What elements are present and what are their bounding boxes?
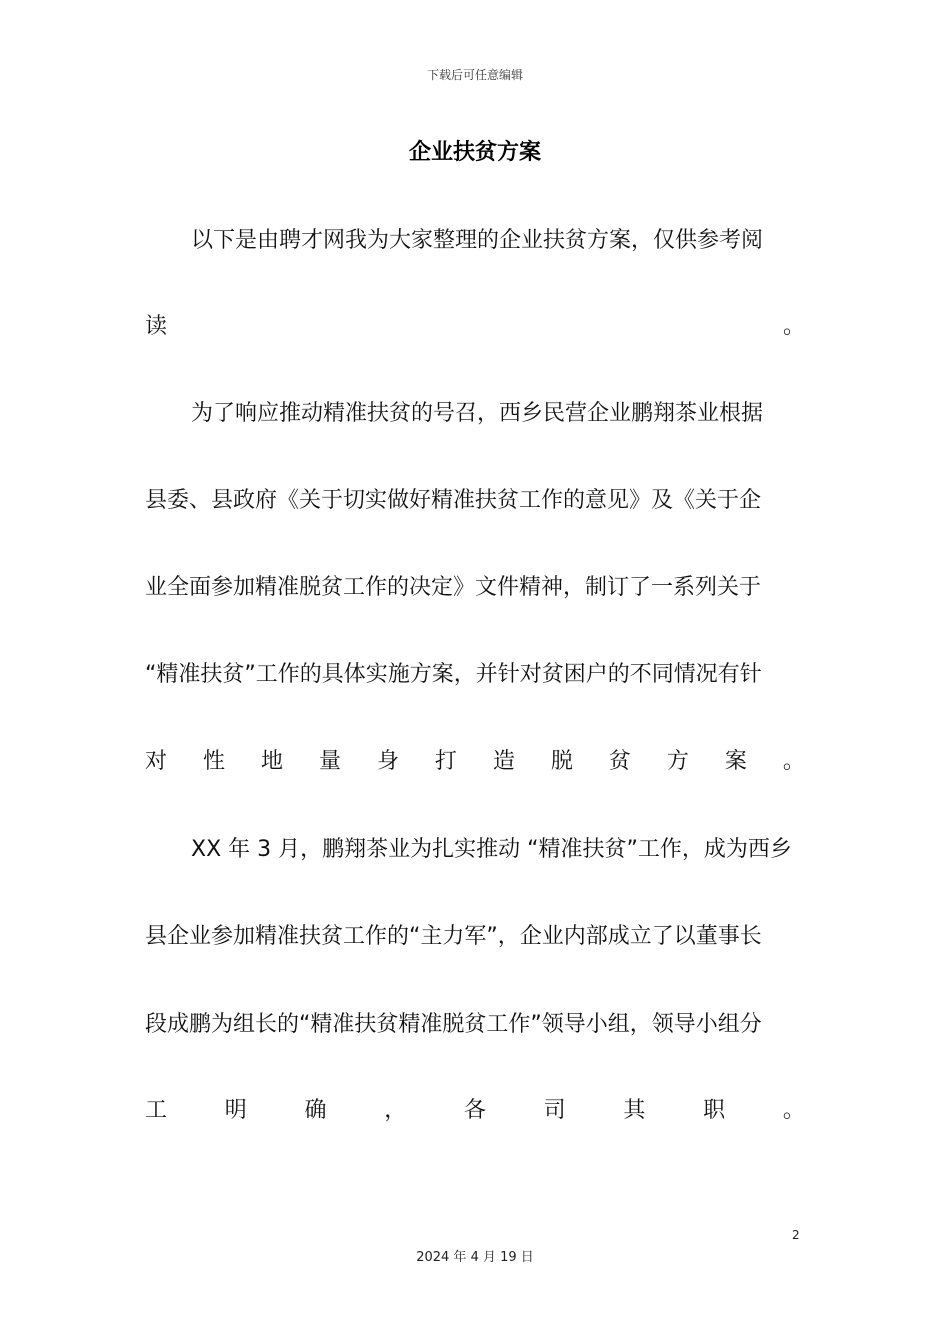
char: 。	[782, 1098, 805, 1123]
char: 性	[202, 749, 225, 774]
char: 各	[463, 1098, 486, 1123]
paragraph-3-line-2: 县企业参加精准扶贫工作的“主力军”，企业内部成立了以董事长	[145, 924, 762, 949]
paragraph-2-line-4: “精准扶贫”工作的具体实施方案，并针对贫困户的不同情况有针	[145, 662, 762, 687]
paragraph-2-line-1: 为了响应推动精准扶贫的号召，西乡民营企业鹏翔茶业根据	[191, 401, 764, 426]
char: 贫	[608, 749, 631, 774]
char: 脱	[550, 749, 573, 774]
char: 司	[543, 1098, 566, 1123]
page-number: 2	[792, 1228, 800, 1242]
paragraph-2-line-5	[145, 747, 805, 777]
char: 造	[492, 749, 515, 774]
char: 身	[376, 749, 399, 774]
char: 案	[724, 749, 747, 774]
paragraph-3-line-1: XX 年 3 月，鹏翔茶业为扎实推动 “精准扶贫”工作，成为西乡	[191, 837, 792, 862]
page-header: 下载后可任意编辑	[426, 68, 523, 82]
char: 地	[260, 749, 283, 774]
paragraph-1-line-2	[145, 312, 805, 342]
paragraph-3-line-4	[145, 1096, 805, 1126]
char: 其	[623, 1098, 646, 1123]
char: 。	[782, 749, 805, 774]
paragraph-3-line-3: 段成鹏为组长的“精准扶贫精准脱贫工作”领导小组，领导小组分	[145, 1012, 762, 1037]
paragraph-2-line-2: 县委、县政府《关于切实做好精准扶贫工作的意见》及《关于企	[145, 488, 762, 513]
char: ，	[384, 1098, 407, 1123]
paragraph-1-line-2-start: 读	[145, 314, 168, 339]
document-title: 企业扶贫方案	[408, 140, 541, 165]
char: 对	[145, 749, 168, 774]
char: 工	[145, 1098, 168, 1123]
paragraph-2-line-3: 业全面参加精准脱贫工作的决定》文件精神，制订了一系列关于	[145, 575, 762, 600]
page-footer-date: 2024 年 4 月 19 日	[416, 1250, 534, 1265]
char: 方	[666, 749, 689, 774]
char: 量	[318, 749, 341, 774]
char: 明	[224, 1098, 247, 1123]
paragraph-1-line-1: 以下是由聘才网我为大家整理的企业扶贫方案，仅供参考阅	[191, 228, 764, 253]
char: 打	[434, 749, 457, 774]
char: 职	[703, 1098, 726, 1123]
char: 确	[304, 1098, 327, 1123]
paragraph-1-line-2-end: 。	[782, 314, 805, 339]
